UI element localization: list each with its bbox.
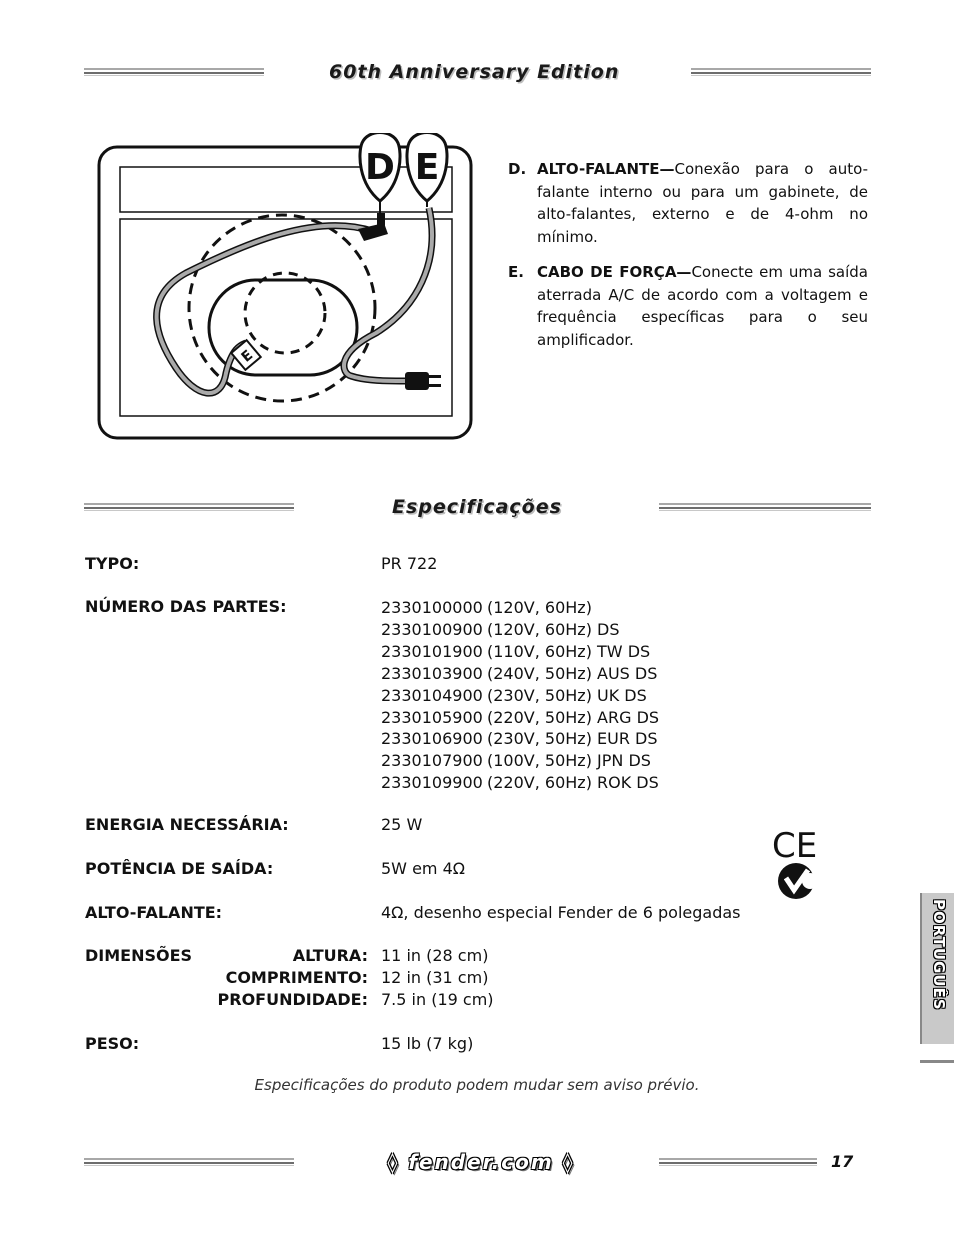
part-number: 2330106900	[381, 729, 483, 749]
footer-website: ◊ fender.com ◊	[387, 1150, 575, 1174]
legend-term: CABO DE FORÇA—	[537, 262, 692, 281]
spec-type-label: TYPO:	[85, 554, 140, 573]
spec-depth-label: PROFUNDIDADE:	[217, 990, 368, 1009]
part-number: 2330107900	[381, 751, 483, 771]
specs-note: Especificações do produto podem mudar sem aviso prévio.	[254, 1076, 700, 1094]
language-side-tab	[920, 893, 954, 1044]
spec-height-label: ALTURA:	[292, 946, 368, 965]
spec-depth-value: 7.5 in (19 cm)	[381, 990, 494, 1009]
part-number: 2330101900	[381, 641, 483, 661]
specs-heading: Especificações	[392, 496, 562, 518]
callout-d-label: D	[365, 147, 395, 188]
spec-power-label: ENERGIA NECESSÁRIA:	[85, 815, 289, 834]
part-desc: (120V, 60Hz)	[487, 598, 592, 617]
spec-dims-label: DIMENSÕES	[85, 946, 193, 965]
amp-back-panel-diagram	[96, 133, 476, 443]
part-number: 2330103900	[381, 663, 483, 683]
spec-length-label: COMPRIMENTO:	[225, 968, 368, 987]
page-header-title: 60th Anniversary Edition	[329, 61, 620, 83]
legend-term: ALTO-FALANTE—	[537, 160, 675, 178]
part-desc: (240V, 50Hz) AUS DS	[487, 663, 658, 683]
spec-power-value: 25 W	[381, 815, 423, 834]
part-desc: (120V, 60Hz) DS	[487, 619, 620, 639]
legend-letter: D.	[508, 160, 527, 178]
ce-mark-icon	[772, 827, 820, 861]
list-item	[381, 597, 659, 619]
spec-weight-value: 15 lb (7 kg)	[381, 1034, 474, 1053]
page-number: 17	[831, 1152, 854, 1171]
footer-rule-left	[84, 1158, 294, 1167]
legend-item-e	[508, 261, 868, 352]
spec-speaker-value: 4Ω, desenho especial Fender de 6 polegadas	[381, 903, 741, 922]
spec-height-value: 11 in (28 cm)	[381, 946, 489, 965]
part-number: 2330104900	[381, 685, 483, 705]
part-desc: (220V, 50Hz) ARG DS	[487, 707, 660, 727]
part-desc: (110V, 60Hz) TW DS	[487, 641, 651, 661]
legend-block	[508, 158, 868, 352]
spec-weight-label: PESO:	[85, 1034, 140, 1053]
part-desc: (230V, 50Hz) UK DS	[487, 685, 647, 705]
list-item	[381, 641, 659, 663]
spec-type-value: PR 722	[381, 554, 438, 573]
part-number-list	[381, 597, 659, 794]
part-desc: (220V, 60Hz) ROK DS	[487, 773, 659, 793]
header-rule-left	[84, 68, 264, 77]
part-desc: (100V, 50Hz) JPN DS	[487, 751, 651, 771]
language-tab-label: PORTUGUÊS	[930, 899, 948, 1011]
spec-output-value: 5W em 4Ω	[381, 859, 466, 878]
list-item	[381, 663, 659, 685]
part-number: 2330105900	[381, 707, 483, 727]
specs-rule-left	[84, 503, 294, 512]
ce-mark-text: CE	[772, 827, 818, 861]
list-item	[381, 750, 659, 772]
c-tick-mark-icon	[774, 862, 820, 900]
part-number: 2330109900	[381, 773, 483, 793]
list-item	[381, 707, 659, 729]
legend-text: Conecte em uma saída aterrada A/C de acordo com a voltagem e frequência específicas para o seu amplificador.	[537, 262, 869, 349]
part-desc: (230V, 50Hz) EUR DS	[487, 729, 658, 749]
list-item	[381, 728, 659, 750]
specs-rule-right	[659, 503, 871, 512]
svg-text:E: E	[238, 347, 257, 366]
part-number: 2330100900	[381, 619, 483, 639]
list-item	[381, 685, 659, 707]
legend-letter: E.	[508, 262, 524, 281]
spec-speaker-label: ALTO-FALANTE:	[85, 903, 223, 922]
spec-output-label: POTÊNCIA DE SAÍDA:	[85, 859, 274, 878]
side-tab-divider	[920, 1060, 954, 1063]
list-item	[381, 619, 659, 641]
header-rule-right	[691, 68, 871, 77]
spec-parts-label: NÚMERO DAS PARTES:	[85, 597, 287, 616]
callout-e-label: E	[414, 147, 440, 188]
footer-rule-right	[659, 1158, 817, 1167]
legend-text: Conexão para o auto-falante interno ou para um gabinete, de alto-falantes, externo e de 4-ohm no mínimo.	[537, 160, 868, 247]
part-number: 2330100000	[381, 598, 483, 617]
list-item	[381, 772, 659, 794]
legend-item-d	[508, 158, 868, 249]
spec-length-value: 12 in (31 cm)	[381, 968, 489, 987]
